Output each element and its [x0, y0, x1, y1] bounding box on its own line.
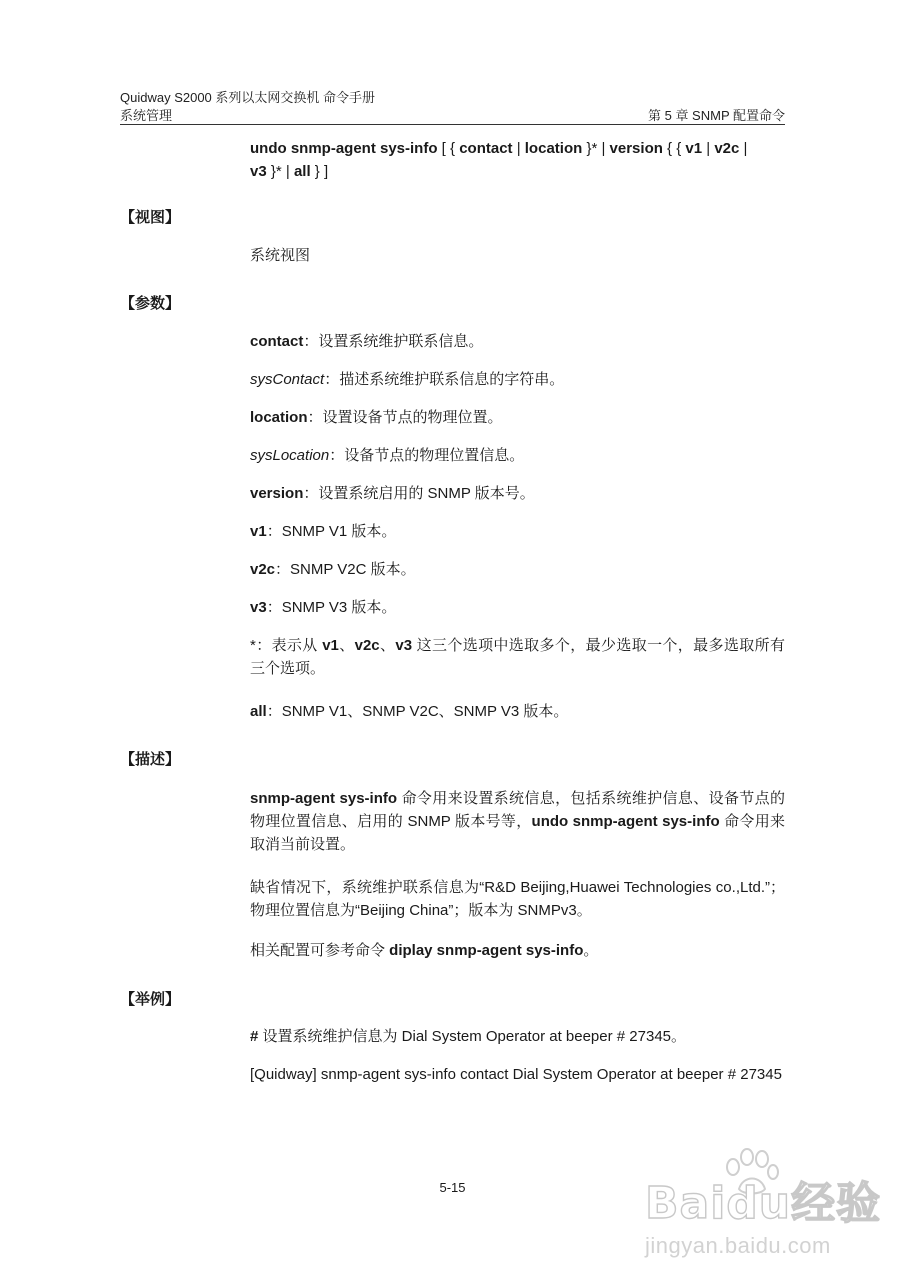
param-star: *：表示从 v1、v2c、v3 这三个选项中选取多个，最少选取一个，最多选取所有三个选项。	[250, 637, 785, 677]
command-syntax: undo snmp-agent sys-info [ { contact | location }* | version { { v1 | v2c | v3 }* | all } ]	[250, 140, 748, 180]
example-heading: 【举例】	[120, 991, 181, 1008]
param-syslocation: sysLocation：设备节点的物理位置信息。	[250, 447, 525, 464]
param-v1: v1：SNMP V1 版本。	[250, 523, 397, 540]
example-comment: # 设置系统维护信息为 Dial System Operator at beeper # 27345。	[250, 1028, 686, 1045]
view-text: 系统视图	[250, 247, 311, 264]
chapter-suffix: 章 SNMP 配置命令	[675, 108, 785, 123]
baidu-watermark	[645, 1145, 895, 1275]
param-all: all：SNMP V1、SNMP V2C、SNMP V3 版本。	[250, 703, 569, 720]
view-heading: 【视图】	[120, 209, 181, 226]
chapter-prefix: 第	[647, 108, 661, 123]
header-rule	[120, 124, 785, 125]
desc-heading: 【描述】	[120, 751, 181, 768]
param-version: version：设置系统启用的 SNMP 版本号。	[250, 485, 535, 502]
page-number: 5-15	[439, 1180, 466, 1195]
watermark-logo: Baidu经验	[645, 1178, 882, 1229]
section-name: 系统管理	[120, 108, 173, 123]
param-v3: v3：SNMP V3 版本。	[250, 599, 397, 616]
param-location: location：设置设备节点的物理位置。	[250, 409, 503, 426]
params-heading: 【参数】	[120, 295, 181, 312]
param-contact: contact：设置系统维护联系信息。	[250, 333, 484, 350]
chapter-num: 5	[664, 108, 672, 123]
param-syscontact: sysContact：描述系统维护联系信息的字符串。	[250, 371, 565, 388]
example-command: [Quidway] snmp-agent sys-info contact Dial System Operator at beeper # 27345	[250, 1066, 782, 1083]
desc-paragraph-2: 缺省情况下，系统维护联系信息为“R&D Beijing,Huawei Technologies co.,Ltd.”；物理位置信息为“Beijing China”；版本为 SNMPv3。	[250, 879, 785, 919]
chapter-title	[648, 105, 785, 124]
manual-title: Quidway S2000 系列以太网交换机 命令手册	[120, 90, 376, 105]
watermark-url: jingyan.baidu.com	[645, 1233, 831, 1258]
param-v2c: v2c：SNMP V2C 版本。	[250, 561, 416, 578]
desc-paragraph-3: 相关配置可参考命令 diplay snmp-agent sys-info。	[250, 942, 599, 959]
desc-paragraph-1: snmp-agent sys-info 命令用来设置系统信息，包括系统维护信息、设备节点的物理位置信息、启用的 SNMP 版本号等，undo snmp-agent sys-info 命令用来取消当前设置。	[250, 790, 786, 853]
